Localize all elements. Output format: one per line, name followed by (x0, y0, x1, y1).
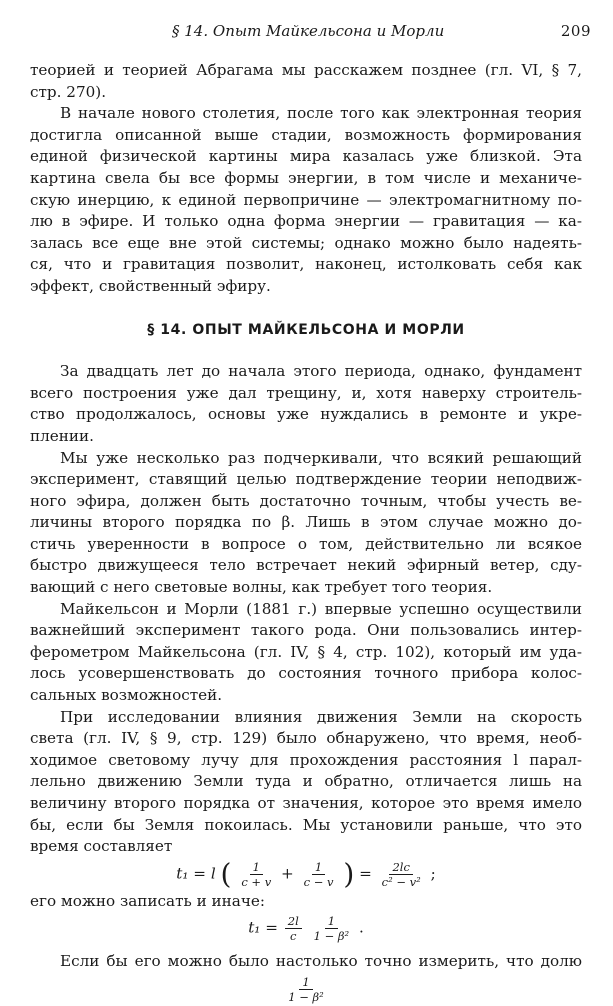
text-line: Если бы его можно было настолько точно измерить, что долю (60, 952, 582, 971)
text-line: Майкельсон и Морли (1881 г.) впервые успешно осуществили (60, 599, 582, 618)
section-heading: § 14. ОПЫТ МАЙКЕЛЬСОНА И МОРЛИ (147, 321, 465, 338)
fraction (285, 975, 327, 1004)
text-line: ходимое световому лучу для прохождения расстояния l парал- (30, 750, 582, 769)
page-body (30, 60, 582, 1006)
text-line: его можно записать и иначе: (30, 891, 265, 910)
text-line: ного эфира, должен быть достаточно точным, чтобы учесть ве- (30, 491, 582, 510)
formula-lhs: t₁ = l (176, 864, 216, 883)
formula-tail: ; (430, 864, 436, 883)
text-line: быстро движущееся тело встречает некий эфирный ветер, сду- (30, 556, 582, 575)
text-line: ство продолжалось, основы уже нуждались в ремонте и укре- (30, 405, 582, 424)
numerator: 2lc (389, 860, 412, 875)
text-line: За двадцать лет до начала этого периода, однако, фундамент (60, 362, 582, 381)
text-line: ся, что и гравитация позволит, наконец, истолковать себя как (30, 255, 582, 274)
right-paren: ) (343, 857, 355, 891)
text-line: эффект, свойственный эфиру. (30, 276, 271, 295)
text-line: важнейший эксперимент такого рода. Они пользовались интер- (30, 621, 582, 640)
formula-time-t1 (30, 857, 582, 891)
text-line: всего построения уже дал трещину, и, хотя наверху строитель- (30, 383, 582, 402)
text-line: При исследовании влияния движения Земли на скорость (60, 707, 582, 726)
formula-tail: . (358, 918, 364, 937)
formula-time-t1-alt (30, 914, 582, 943)
fraction (301, 860, 337, 889)
running-title: § 14. Опыт Майкельсона и Морли (172, 22, 445, 40)
text-line: лельно движению Земли туда и обратно, отличается лишь на (30, 772, 582, 791)
formula-lhs: t₁ = (248, 918, 278, 937)
text-line: скую инерцию, к единой первопричине — электромагнитному по- (30, 190, 582, 209)
text-line: плении. (30, 426, 94, 445)
numerator: 1 (325, 914, 338, 929)
text-line: лю в эфире. И только одна форма энергии — гравитация — ка- (30, 212, 582, 231)
paragraph-2 (30, 103, 582, 297)
paragraph-4 (30, 448, 582, 599)
fraction (285, 914, 302, 943)
denominator: c − v (303, 874, 334, 889)
text-line: достигла описанной выше стадии, возможность формирования (30, 125, 582, 144)
numerator: 1 (299, 975, 312, 990)
paragraph-6 (30, 707, 582, 858)
paragraph-5 (30, 599, 582, 707)
denominator: 1 − β² (288, 989, 324, 1004)
text-line: света (гл. IV, § 9, стр. 129) было обнаружено, что время, необ- (30, 729, 582, 748)
denominator: c (290, 929, 297, 944)
text-line: Мы уже несколько раз подчеркивали, что всякий решающий (60, 448, 582, 467)
denominator: c² − v² (381, 874, 421, 889)
formula-fraction (30, 975, 582, 1004)
text-line: лось усовершенствовать до состояния точного прибора колос- (30, 664, 582, 683)
plus-sign: + (281, 864, 294, 883)
left-paren: ( (220, 857, 232, 891)
text-line: бы, если бы Земля покоилась. Мы установили раньше, что это (30, 815, 582, 834)
denominator: c + v (241, 874, 272, 889)
text-line: стичь уверенности в вопросе о том, действительно ли всякое (30, 534, 582, 553)
equals-sign: = (359, 864, 372, 883)
numerator: 1 (250, 860, 263, 875)
text-line: залась все еще вне этой системы; однако можно было надеять- (30, 233, 582, 252)
text-line: личины второго порядка по β. Лишь в этом случае можно до- (30, 513, 582, 532)
text-line: ферометром Майкельсона (гл. IV, § 4, стр. 102), который им уда- (30, 642, 582, 661)
paragraph-3 (30, 361, 582, 447)
paragraph-1 (30, 60, 582, 103)
denominator: 1 − β² (313, 929, 350, 944)
fraction (311, 914, 353, 943)
text-line: эксперимент, ставящий целью подтверждение теории неподвиж- (30, 470, 582, 489)
text-line: единой физической картины мира казалась уже близкой. Эта (30, 147, 582, 166)
text-line: время составляет (30, 837, 173, 856)
text-line: теорией и теорией Абрагама мы расскажем позднее (гл. VI, § 7, (30, 61, 582, 79)
paragraph-8 (30, 951, 582, 973)
fraction (238, 860, 274, 889)
text-line: величину второго порядка от значения, которое это время имело (30, 794, 582, 812)
numerator: 2l (285, 914, 302, 929)
numerator: 1 (312, 860, 325, 875)
text-line: стр. 270). (30, 82, 107, 101)
running-header (0, 22, 613, 46)
text-line: сальных возможностей. (30, 686, 223, 705)
text-line: В начале нового столетия, после того как электронная теория (60, 104, 582, 123)
text-line: вающий с него световые волны, как требует того теория. (30, 578, 493, 597)
text-line: картина свела бы все формы энергии, в том числе и механиче- (30, 168, 582, 187)
paragraph-7 (30, 891, 582, 913)
page-number: 209 (560, 22, 591, 40)
fraction (379, 860, 424, 889)
